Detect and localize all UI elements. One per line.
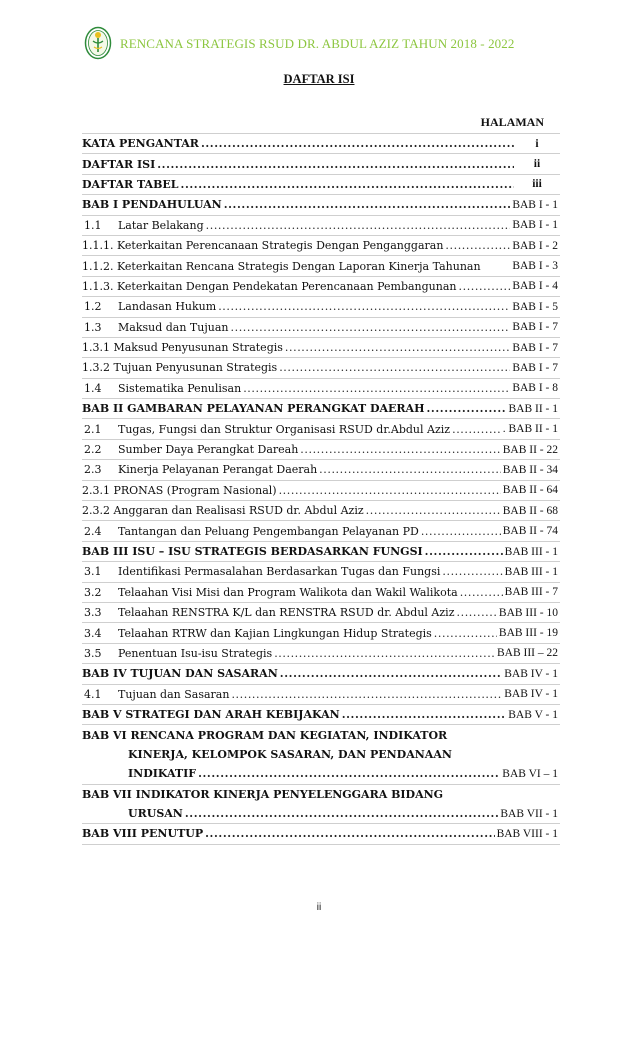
toc-entry-page: BAB III - 10 [498, 606, 558, 619]
hospital-emblem-icon [84, 26, 112, 60]
toc-entry-page: BAB I - 1 [512, 198, 558, 211]
toc-entry-label: URUSAN [128, 807, 183, 821]
toc-entry [82, 175, 560, 195]
toc-entry-label: Telaahan Visi Misi dan Program Walikota dan Wakil Walikota [118, 585, 458, 599]
toc-entry-label: BAB III ISU – ISU STRATEGIS BERDASARKAN FUNGSI [82, 545, 423, 558]
toc-entry [82, 785, 560, 804]
toc-dot-leader [319, 463, 501, 476]
toc-entry [82, 623, 560, 643]
toc-dot-leader [198, 767, 500, 780]
toc-entry-number: 4.1 [84, 687, 102, 701]
toc-entry-page: BAB I - 7 [512, 341, 558, 354]
toc-entry [82, 216, 560, 236]
toc-entry [82, 804, 560, 824]
toc-entry-label: Tujuan dan Sasaran [118, 687, 230, 701]
toc-dot-leader [218, 300, 510, 313]
toc-entry [82, 745, 560, 764]
header-title: RENCANA STRATEGIS RSUD DR. ABDUL AZIZ TAHUN 2018 - 2022 [120, 36, 515, 51]
toc-entry [82, 705, 560, 725]
toc-entry-page: BAB VII - 1 [500, 807, 558, 820]
toc-dot-leader [279, 361, 510, 374]
toc-dot-leader [224, 198, 511, 211]
page-header [84, 26, 564, 62]
toc-dot-leader [206, 219, 511, 232]
toc-entry [82, 297, 560, 317]
toc-entry-number: 1.1 [84, 218, 102, 232]
toc-dot-leader [442, 565, 502, 578]
toc-entry-page: BAB III - 7 [504, 586, 558, 599]
toc-entry-number: 2.3 [84, 463, 102, 477]
toc-entry-number: 1.4 [84, 381, 102, 395]
toc-entry-label: 1.3.1 Maksud Penyusunan Strategis [82, 341, 283, 355]
toc-entry-label: Sumber Daya Perangkat Dareah [118, 443, 299, 457]
toc-dot-leader [243, 382, 510, 395]
toc-entry-label: 1.3.2 Tujuan Penyusunan Strategis [82, 361, 278, 375]
toc-entry-label: Landasan Hukum [118, 300, 217, 314]
toc-entry-page: . BAB II - 1 [502, 423, 558, 436]
toc-entry-page: BAB I - 2 [512, 239, 558, 252]
toc-dot-leader [445, 239, 510, 252]
toc-entry-page: BAB III – 22 [496, 647, 558, 660]
toc-entry-label: DAFTAR ISI [82, 157, 156, 171]
toc-entry [82, 154, 560, 174]
toc-entry [82, 664, 560, 684]
toc-entry-page: BAB II - 1 [508, 402, 558, 415]
toc-entry-label: 1.1.1. Keterkaitan Perencanaan Strategis Dengan Penganggaran [82, 239, 444, 253]
toc-entry-label: INDIKATIF [128, 767, 197, 781]
toc-dot-leader [426, 402, 506, 415]
toc-entry-label: Penentuan Isu-isu Strategis [118, 646, 273, 660]
toc-entry-page: BAB VIII - 1 [496, 827, 558, 840]
toc-entry [82, 685, 560, 705]
toc-entry [82, 562, 560, 582]
toc-entry [82, 399, 560, 419]
toc-entry-page: i [535, 137, 539, 150]
toc-entry-page: BAB III - 1 [504, 545, 558, 558]
toc-entry-page: BAB I - 7 [512, 321, 558, 334]
toc-dot-leader [342, 708, 507, 721]
toc-entry [82, 501, 560, 521]
toc-entry-label: BAB IV TUJUAN DAN SASARAN [82, 667, 278, 681]
toc-entry [82, 725, 560, 744]
toc-entry-page: BAB I - 1 [512, 219, 558, 232]
toc-dot-leader [185, 807, 499, 820]
toc-entry-label: Kinerja Pelayanan Perangat Daerah [118, 463, 318, 477]
toc-entry-number: 2.2 [84, 443, 102, 457]
toc-entry [82, 195, 560, 215]
toc-entry-label: BAB I PENDAHULUAN [82, 198, 222, 212]
toc-entry-number: 3.5 [84, 646, 102, 660]
toc-entry-page: BAB I - 4 [512, 280, 558, 293]
toc-entry [82, 277, 560, 297]
toc-entry-page: BAB I - 5 [512, 300, 558, 313]
toc-entry-label: Sistematika Penulisan [118, 381, 242, 395]
toc-entry-page: BAB III - 1 [504, 565, 558, 578]
toc-entry-label: KATA PENGANTAR [82, 137, 199, 151]
toc-entry-number: 3.3 [84, 606, 102, 620]
toc-dot-leader [205, 827, 494, 840]
toc-entry-page: BAB II - 22 [502, 443, 558, 456]
toc-entry [82, 318, 560, 338]
toc-entry-page: BAB V - 1 [508, 708, 558, 721]
toc-entry [82, 521, 560, 541]
toc-entry-number: 1.3 [84, 320, 102, 334]
toc-entry [82, 236, 560, 256]
toc-dot-leader [300, 443, 500, 456]
toc-dot-leader [181, 178, 514, 191]
toc-entry-label: Maksud dan Tujuan [118, 320, 229, 334]
toc-entry-label: BAB VIII PENUTUP [82, 827, 204, 841]
toc-entry-page: BAB IV - 1 [504, 667, 558, 680]
toc-dot-leader [425, 545, 503, 558]
toc-entry-page: BAB I - 3 [512, 260, 558, 273]
toc-dot-leader [231, 321, 511, 334]
toc-entry-page: BAB II - 64 [502, 484, 558, 497]
toc-entry-label: 2.3.2 Anggaran dan Realisasi RSUD dr. Abdul Aziz [82, 504, 364, 518]
toc-entry [82, 603, 560, 623]
toc-entry-page: BAB II - 34 [502, 463, 558, 476]
toc-entry-label: BAB VII INDIKATOR KINERJA PENYELENGGARA BIDANG [82, 787, 444, 801]
toc-entry-label: BAB VI RENCANA PROGRAM DAN KEGIATAN, INDIKATOR [82, 728, 448, 742]
toc-entry-page: BAB II - 74 [502, 525, 558, 538]
toc-entry-label: Telaahan RENSTRA K/L dan RENSTRA RSUD dr. Abdul Aziz [118, 606, 455, 620]
page-number: ii [316, 902, 322, 913]
toc-dot-leader [459, 280, 511, 293]
toc-entry-page: BAB I - 8 [512, 382, 558, 395]
toc-entry-page: BAB II - 68 [502, 504, 558, 517]
toc-entry-label: BAB V STRATEGI DAN ARAH KEBIJAKAN [82, 708, 340, 722]
toc-entry [82, 460, 560, 480]
toc-entry-page: BAB III - 19 [498, 627, 558, 640]
table-of-contents [82, 133, 560, 845]
toc-entry-number: 2.1 [84, 422, 102, 436]
toc-entry [82, 133, 560, 154]
toc-entry-label: 1.1.3. Keterkaitan Dengan Pendekatan Perencanaan Pembangunan [82, 279, 457, 293]
toc-entry-label: Identifikasi Permasalahan Berdasarkan Tugas dan Fungsi [118, 565, 441, 579]
toc-entry-page: BAB IV - 1 [504, 688, 558, 701]
toc-dot-leader [460, 586, 503, 599]
toc-dot-leader [434, 627, 497, 640]
toc-entry [82, 542, 560, 562]
toc-entry-label: 2.3.1 PRONAS (Program Nasional) [82, 483, 277, 497]
toc-entry-page: iii [532, 178, 542, 191]
toc-entry [82, 256, 560, 276]
toc-entry-label: Tugas, Fungsi dan Struktur Organisasi RSUD dr.Abdul Aziz [118, 422, 451, 436]
toc-dot-leader [274, 647, 495, 660]
toc-dot-leader [157, 158, 514, 171]
toc-entry [82, 338, 560, 358]
toc-entry-label: Telaahan RTRW dan Kajian Lingkungan Hidup Strategis [118, 626, 432, 640]
toc-entry-number: 1.2 [84, 300, 102, 314]
toc-entry [82, 481, 560, 501]
toc-dot-leader [285, 341, 510, 354]
toc-entry [82, 379, 560, 399]
toc-entry [82, 644, 560, 664]
toc-entry-label: DAFTAR TABEL [82, 177, 179, 191]
toc-entry [82, 583, 560, 603]
toc-entry [82, 358, 560, 378]
toc-dot-leader [457, 606, 497, 619]
toc-dot-leader [366, 504, 501, 517]
toc-entry-label: Tantangan dan Peluang Pengembangan Pelayanan PD [118, 524, 419, 538]
toc-entry [82, 419, 560, 439]
toc-entry-page: ii [533, 158, 541, 171]
toc-dot-leader [280, 667, 502, 680]
toc-dot-leader [231, 688, 502, 701]
toc-entry-label: BAB II GAMBARAN PELAYANAN PERANGKAT DAERAH [82, 402, 425, 416]
toc-entry-number: 3.2 [84, 585, 102, 599]
toc-dot-leader [201, 137, 514, 150]
toc-dot-leader [279, 484, 501, 497]
toc-entry-number: 2.4 [84, 524, 102, 538]
toc-entry-number: 3.1 [84, 565, 102, 579]
toc-entry-label: KINERJA, KELOMPOK SASARAN, DAN PENDANAAN [128, 747, 452, 761]
toc-entry [82, 824, 560, 844]
toc-entry-label: 1.1.2. Keterkaitan Rencana Strategis Dengan Laporan Kinerja Tahunan [82, 259, 481, 273]
toc-entry [82, 440, 560, 460]
page-title: DAFTAR ISI [283, 72, 355, 86]
toc-entry-label: Latar Belakang [118, 218, 204, 232]
toc-entry-page: BAB VI – 1 [502, 767, 558, 780]
page-column-label: HALAMAN [480, 115, 544, 129]
toc-entry [82, 764, 560, 784]
toc-entry-number: 3.4 [84, 626, 102, 640]
toc-dot-leader [421, 525, 501, 538]
toc-dot-leader [452, 423, 501, 436]
toc-entry-page: BAB I - 7 [512, 361, 558, 374]
